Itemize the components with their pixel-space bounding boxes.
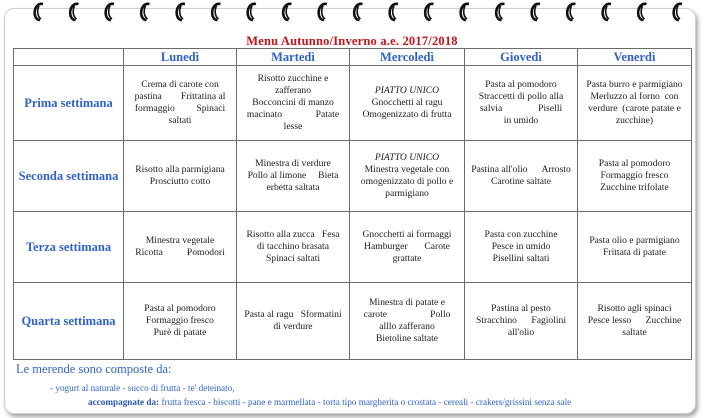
meal-line: Pesce lesso Zucchine xyxy=(587,315,682,326)
week-row xyxy=(14,66,692,141)
meal-line: Straccetti di pollo alla xyxy=(478,91,564,102)
meal-line: Pesce in umido xyxy=(491,241,551,252)
meal-line: saltati xyxy=(168,115,192,126)
meal-line: lesse xyxy=(283,121,303,132)
menu-table xyxy=(13,48,692,360)
meal-line: Omogenizzato di frutta xyxy=(362,109,452,120)
meal-line: Merluzzo al forno con xyxy=(590,91,679,102)
spiral-ring-icon xyxy=(212,4,220,20)
week-row xyxy=(14,283,692,360)
meal-line: formaggio Spinaci xyxy=(134,103,226,114)
meal-cell xyxy=(578,141,692,212)
meal-line: Stracchino Fagiolini xyxy=(475,315,567,326)
meal-cell xyxy=(124,283,237,360)
meal-line: Minestra di patate e xyxy=(369,297,445,308)
meal-cell xyxy=(578,283,692,360)
meal-line: omogenizzato di pollo e xyxy=(360,176,454,187)
snack-title: Le merende sono composte da: xyxy=(16,362,172,376)
day-tuesday: Martedì xyxy=(237,49,350,66)
meal-line: di verdure xyxy=(273,321,313,332)
meal-line: Carotine saltate xyxy=(491,176,551,187)
meal-line: Minestra di verdure xyxy=(255,158,331,169)
meal-line: Frittata di patate xyxy=(603,247,666,258)
meal-line: Pasta con zucchine xyxy=(484,229,558,240)
meal-cell xyxy=(124,212,237,283)
day-thursday: Giovedì xyxy=(465,49,578,66)
meal-line: Risotto zucchine e xyxy=(257,73,329,84)
meal-cell xyxy=(237,283,350,360)
meal-line: Prosciutto cotto xyxy=(149,176,211,187)
meal-cell xyxy=(350,141,465,212)
meal-line: zucchine) xyxy=(615,115,654,126)
week-label: Prima settimana xyxy=(14,66,124,141)
meal-line: Gnocchetti ai formaggi xyxy=(362,229,452,240)
meal-line: Gnocchetti al ragu xyxy=(371,97,443,108)
meal-line: verdure (carote patate e xyxy=(588,103,681,114)
week-label: Terza settimana xyxy=(14,212,124,283)
spiral-ring-icon xyxy=(496,4,504,20)
meal-line: zafferano xyxy=(274,85,312,96)
week-row xyxy=(14,212,692,283)
meal-line: alllo zafferano xyxy=(379,321,435,332)
meal-line: Pasta al pomodoro xyxy=(485,79,557,90)
spiral-ring-icon xyxy=(567,4,575,20)
meal-line: Purè di patate xyxy=(153,327,207,338)
meal-cell xyxy=(350,212,465,283)
spiral-ring-icon xyxy=(390,4,398,20)
spiral-ring-icon xyxy=(461,4,469,20)
meal-line: carote Pollo xyxy=(363,309,451,320)
single-dish-label: PIATTO UNICO xyxy=(374,152,440,163)
meal-cell xyxy=(237,212,350,283)
meal-line: macinato Patate xyxy=(246,109,340,120)
meal-line: Bietoline saltate xyxy=(375,333,439,344)
meal-cell xyxy=(237,66,350,141)
meal-line: salvia Piselli xyxy=(479,103,563,114)
week-label: Quarta settimana xyxy=(14,283,124,360)
meal-line: pastina Frittatina al xyxy=(134,91,226,102)
spiral-ring-icon xyxy=(319,4,327,20)
meal-line: Risotto alla zucca Fesa xyxy=(246,229,340,240)
meal-line: Formaggio fresco xyxy=(600,170,669,181)
single-dish-label: PIATTO UNICO xyxy=(374,85,440,96)
meal-line: Minestra vegetale xyxy=(145,235,215,246)
meal-cell xyxy=(578,66,692,141)
meal-cell xyxy=(465,66,578,141)
spiral-ring-icon xyxy=(638,4,646,20)
meal-line: Hamburger Carote xyxy=(364,241,450,252)
corner-cell xyxy=(14,49,124,66)
spiral-ring-icon xyxy=(532,4,540,20)
meal-line: parmigiano xyxy=(385,188,429,199)
spiral-binding xyxy=(0,0,704,30)
spiral-ring-icon xyxy=(283,4,291,20)
week-row xyxy=(14,141,692,212)
meal-line: Pollo al limone Bieta xyxy=(247,170,339,181)
days-header-row xyxy=(14,49,692,66)
meal-line: Minestra vegetale con xyxy=(364,164,450,175)
meal-cell xyxy=(465,283,578,360)
meal-line: grattate xyxy=(392,253,422,264)
meal-cell xyxy=(350,283,465,360)
meal-line: Pastina all'olio Arrosto xyxy=(471,164,571,175)
meal-line: Pasta olio e parmigiano xyxy=(589,235,680,246)
meal-line: Formaggio fresco xyxy=(146,315,214,326)
meal-line: Pastina al pesto xyxy=(491,303,551,314)
spiral-ring-icon xyxy=(106,4,114,20)
menu-title: Menu Autunno/Inverno a.e. 2017/2018 xyxy=(246,34,458,48)
meal-line: Pasta al pomodoro xyxy=(598,158,671,169)
meal-line: Risotto agli spinaci xyxy=(597,303,672,314)
spiral-ring-icon xyxy=(603,4,611,20)
meal-cell xyxy=(465,141,578,212)
meal-line: Pasta burro e parmigiano xyxy=(586,79,683,90)
meal-line: Risotto alla parmigiana xyxy=(135,164,225,175)
spiral-ring-icon xyxy=(177,4,185,20)
spiral-ring-icon xyxy=(248,4,256,20)
accompaniments-list: frutta fresca - biscotti - pane e marmellata - torta tipo margherita o crostata - cereali - crakers/grissini senza sale xyxy=(159,397,572,407)
spiral-ring-icon xyxy=(35,4,43,20)
spiral-ring-icon xyxy=(674,4,682,20)
meal-line: erbetta saltata xyxy=(266,182,320,193)
meal-cell xyxy=(578,212,692,283)
snack-items: - yogurt al naturale - succo di frutta - te' deteinato, xyxy=(50,383,235,393)
meal-line: Pisellini saltati xyxy=(492,253,550,264)
meal-cell xyxy=(124,66,237,141)
meal-line: Pasta al ragu Sformatini xyxy=(244,309,342,320)
meal-line: in umido xyxy=(503,115,539,126)
meal-line: Crema di carote con xyxy=(141,79,219,90)
meal-line: all'olio xyxy=(507,327,535,338)
meal-line: Zucchine trifolate xyxy=(600,182,669,193)
meal-line: Spinaci saltati xyxy=(265,253,321,264)
meal-line: saltate xyxy=(622,327,647,338)
meal-line: di tacchino brasata xyxy=(257,241,329,252)
accompaniments-label: accompagnate da: xyxy=(88,397,160,407)
snack-accompaniments xyxy=(88,397,571,407)
meal-cell xyxy=(350,66,465,141)
day-friday: Venerdì xyxy=(578,49,692,66)
meal-line: Bocconcini di manzo xyxy=(252,97,334,108)
meal-line: Ricotta Pomodori xyxy=(135,247,225,258)
meal-cell xyxy=(237,141,350,212)
spiral-ring-icon xyxy=(141,4,149,20)
meal-cell xyxy=(465,212,578,283)
day-monday: Lunedì xyxy=(124,49,237,66)
spiral-ring-icon xyxy=(354,4,362,20)
meal-cell xyxy=(124,141,237,212)
week-label: Seconda settimana xyxy=(14,141,124,212)
spiral-ring-icon xyxy=(70,4,78,20)
meal-line: Pasta al pomodoro xyxy=(144,303,216,314)
spiral-ring-icon xyxy=(425,4,433,20)
day-wednesday: Mercoledì xyxy=(350,49,465,66)
